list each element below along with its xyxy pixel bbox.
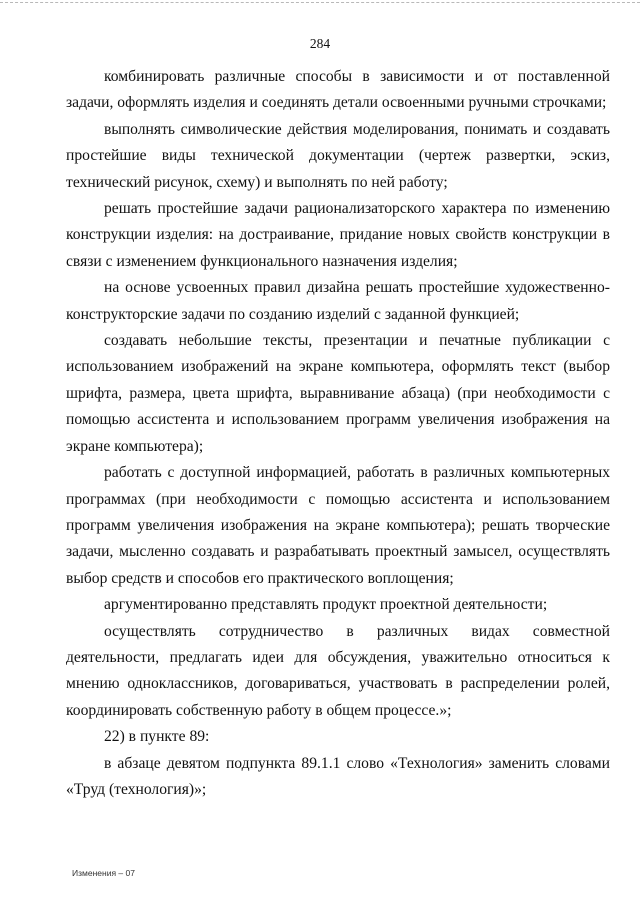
paragraph-6: работать с доступной информацией, работать в различных компьютерных программах (при необходимости с помощью ассистента и использованием программ увеличения изображения на экране компьютера); решать творческие задачи, мысленно создавать и разрабатывать проектный замысел, осуществлять выбор средств и способов его практического воплощения;	[66, 464, 610, 587]
page-footer: Изменения – 07	[72, 868, 135, 878]
paragraph-2: выполнять символические действия моделирования, понимать и создавать простейшие виды технической документации (чертеж развертки, эскиз, технический рисунок, схему) и выполнять по ней работу;	[66, 120, 610, 191]
document-body	[66, 64, 610, 803]
paragraph-1: комбинировать различные способы в зависимости и от поставленной задачи, оформлять изделия и соединять детали освоенными ручными строчками;	[66, 68, 610, 112]
paragraph-3: решать простейшие задачи рационализаторского характера по изменению конструкции изделия: на достраивание, придание новых свойств конструкции в связи с изменением функционального назначения изделия;	[66, 200, 610, 270]
top-edge-line	[0, 2, 640, 3]
paragraph-10: в абзаце девятом подпункта 89.1.1 слово «Технология» заменить словами «Труд (технология)»;	[66, 754, 610, 798]
paragraph-8: осуществлять сотрудничество в различных видах совместной деятельности, предлагать идеи для обсуждения, уважительно относиться к мнению одноклассников, договариваться, участвовать в распределении ролей, координировать собственную работу в общем процессе.»;	[66, 622, 610, 719]
paragraph-9: 22) в пункте 89:	[104, 728, 210, 746]
paragraph-5: создавать небольшие тексты, презентации и печатные публикации с использованием изображений на экране компьютера, оформлять текст (выбор шрифта, размера, цвета шрифта, выравнивание абзаца) (при необходимости с помощью ассистента и использованием программ увеличения изображения на экране компьютера);	[66, 332, 610, 455]
paragraph-4: на основе усвоенных правил дизайна решать простейшие художественно-конструкторские задачи по созданию изделий с заданной функцией;	[66, 279, 610, 323]
page-number: 284	[309, 36, 331, 51]
paragraph-7: аргументированно представлять продукт проектной деятельности;	[104, 596, 548, 614]
